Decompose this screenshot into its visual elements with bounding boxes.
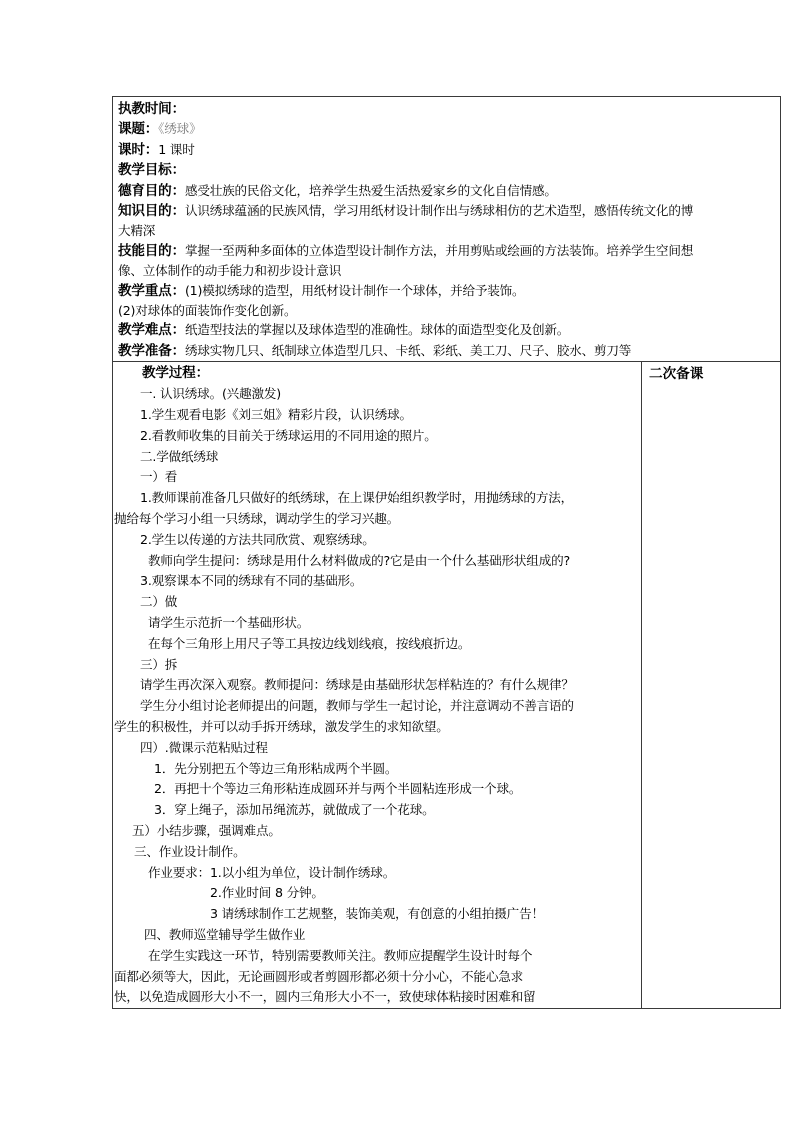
process-line: 一）看 bbox=[140, 469, 178, 485]
teaching-time-label: 执教时间： bbox=[118, 101, 185, 117]
preparation-label: 教学准备： bbox=[118, 342, 185, 359]
process-line: 1.学生观看电影《刘三姐》精彩片段，认识绣球。 bbox=[140, 407, 412, 423]
process-line: 1.教师课前准备几只做好的纸绣球，在上课伊始组织教学时，用抛绣球的方法， bbox=[140, 490, 574, 506]
process-line: 一. 认识绣球。(兴趣激发) bbox=[140, 386, 281, 402]
hours-row bbox=[118, 140, 776, 160]
topic-value: 《绣球》 bbox=[158, 121, 202, 137]
preparation-value: 绣球实物几只、纸制球立体造型几只、卡纸、彩纸、美工刀、尺子、胶水、剪刀等 bbox=[184, 342, 632, 358]
process-line: 五）小结步骤，强调难点。 bbox=[132, 823, 281, 839]
process-title: 教学过程： bbox=[142, 365, 209, 382]
teaching-process-cell bbox=[113, 362, 642, 1009]
process-line: 作业要求：1.以小组为单位，设计制作绣球。 bbox=[148, 864, 396, 880]
moral-objective-label: 德育目的： bbox=[118, 182, 185, 199]
process-line: 四、教师巡堂辅导学生做作业 bbox=[144, 927, 306, 942]
lesson-plan-table bbox=[112, 96, 781, 1009]
process-line: 3 请绣球制作工艺规整，装饰美观，有创意的小组拍摄广告！ bbox=[210, 906, 544, 922]
teaching-time-row bbox=[118, 99, 776, 119]
process-line: 教师向学生提问：绣球是用什么材料做成的?它是由一个什么基础形状组成的? bbox=[148, 552, 570, 568]
process-line: 在每个三角形上用尺子等工具按边线划线痕，按线痕折边。 bbox=[148, 635, 471, 651]
process-line: 2.学生以传递的方法共同欣赏、观察绣球。 bbox=[140, 531, 375, 547]
knowledge-objective-value: 认识绣球蕴涵的民族风情，学习用纸材设计制作出与绣球相仿的艺术造型，感悟传统文化的博 bbox=[184, 203, 694, 219]
difficulties-row bbox=[118, 320, 776, 340]
preparation-row bbox=[118, 341, 776, 361]
skill-objective-row bbox=[118, 241, 776, 261]
process-line: 2．再把十个等边三角形粘连成圆环并与两个半圆粘连形成一个球。 bbox=[154, 781, 522, 797]
process-line: 抛给每个学习小组一只绣球，调动学生的学习兴趣。 bbox=[114, 511, 400, 527]
difficulties-value: 纸造型技法的掌握以及球体造型的准确性。球体的面造型变化及创新。 bbox=[184, 322, 570, 338]
topic-row bbox=[118, 119, 776, 139]
topic-label: 课题： bbox=[118, 121, 159, 138]
process-line: 3.观察课本不同的绣球有不同的基础形。 bbox=[140, 573, 363, 589]
knowledge-objective-row bbox=[118, 201, 776, 221]
process-line: 面都必须等大，因此，无论画圆形或者剪圆形都必须十分小心，不能心急求 bbox=[114, 968, 523, 984]
process-line: 三、作业设计制作。 bbox=[134, 843, 246, 859]
skill-objective-label: 技能目的： bbox=[118, 242, 185, 259]
key-points-value: (1)模拟绣球的造型，用纸材设计制作一个球体，并给予装饰。 bbox=[184, 282, 525, 298]
key-points-row bbox=[118, 281, 776, 301]
process-line: 2.作业时间 8 分钟。 bbox=[210, 885, 324, 901]
moral-objective-row bbox=[118, 181, 776, 201]
objectives-label: 教学目标： bbox=[118, 162, 185, 179]
lesson-header-cell bbox=[113, 97, 781, 362]
process-line: 1．先分别把五个等边三角形粘成两个半圆。 bbox=[154, 760, 398, 776]
process-line: 请学生示范折一个基础形状。 bbox=[148, 615, 310, 631]
key-points-continuation: (2)对球体的面装饰作变化创新。 bbox=[118, 303, 297, 319]
process-line: 二.学做纸绣球 bbox=[140, 448, 219, 464]
difficulties-label: 教学难点： bbox=[118, 322, 185, 339]
process-line: 学生的积极性，并可以动手拆开绣球，激发学生的求知欲望。 bbox=[114, 719, 449, 735]
hours-label: 课时： bbox=[118, 141, 159, 158]
process-row bbox=[113, 362, 781, 1009]
process-line: 二）做 bbox=[140, 594, 178, 610]
second-preparation-title: 二次备课 bbox=[649, 366, 704, 383]
process-line: 快，以免造成圆形大小不一，圆内三角形大小不一，致使球体粘接时困难和留 bbox=[114, 989, 536, 1005]
key-points-label: 教学重点： bbox=[118, 282, 185, 299]
header-row bbox=[113, 97, 781, 362]
moral-objective-value: 感受壮族的民俗文化，培养学生热爱生活热爱家乡的文化自信情感。 bbox=[184, 182, 557, 198]
skill-objective-continuation: 像、立体制作的动手能力和初步设计意识 bbox=[118, 263, 342, 279]
process-line: 学生分小组讨论老师提出的问题，教师与学生一起讨论，并注意调动不善言语的 bbox=[140, 698, 574, 714]
process-line: 三）拆 bbox=[140, 656, 178, 672]
process-line: 在学生实践这一环节，特别需要教师关注。教师应提醒学生设计时每个 bbox=[148, 947, 533, 963]
process-line: 3．穿上绳子，添加吊绳流苏，就做成了一个花球。 bbox=[154, 802, 435, 818]
skill-objective-value: 掌握一至两种多面体的立体造型设计制作方法，并用剪贴或绘画的方法装饰。培养学生空间想 bbox=[184, 242, 694, 258]
knowledge-objective-continuation: 大精深 bbox=[118, 223, 156, 239]
objectives-row bbox=[118, 160, 776, 180]
hours-value: 1 课时 bbox=[158, 141, 195, 157]
second-preparation-cell bbox=[642, 362, 781, 1009]
process-line: 四）.微课示范粘贴过程 bbox=[140, 739, 268, 755]
knowledge-objective-label: 知识目的： bbox=[118, 203, 185, 220]
process-line: 请学生再次深入观察。教师提问：绣球是由基础形状怎样粘连的？有什么规律？ bbox=[140, 677, 574, 693]
process-line: 2.看教师收集的目前关于绣球运用的不同用途的照片。 bbox=[140, 427, 437, 443]
